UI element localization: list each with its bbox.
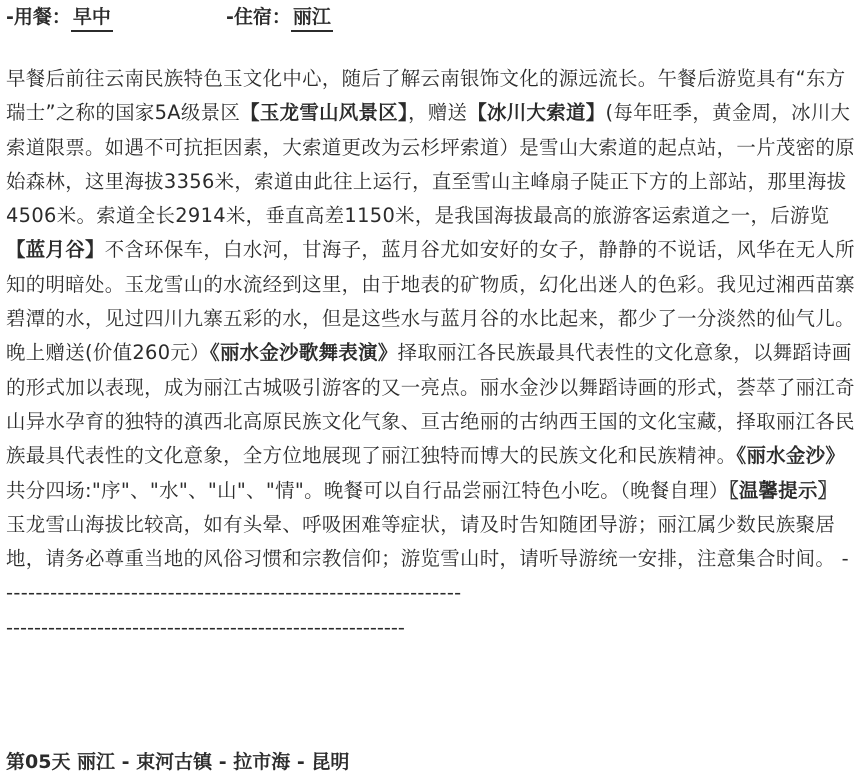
tips-text: 玉龙雪山海拔比较高，如有头晕、呼吸困难等症状，请及时告知随团导游；丽江属少数民族聚居地，请务必尊重当地的风俗习惯和宗教信仰；游览雪山时，请听导游统一安排，注意集合时间。 bbox=[6, 512, 836, 571]
meals-label: -用餐： bbox=[6, 6, 71, 28]
description-text: 不含环保车，白水河，甘海子，蓝月谷尤如安好的女子，静静的不说话，风华在无人所知的明暗处。玉龙雪山的水流经到这里，由于地表的矿物质，幻化出迷人的色彩。我见过湘西苗寨碧潭的水，见过四川九寨五彩的水，但是这些水与蓝月谷的水比起来，都少了一分淡然的仙气儿。晚上赠送(价值260元） bbox=[6, 238, 855, 365]
description-text: (每年旺季，黄金周，冰川大索道限票。如遇不可抗拒因素，大索道更改为云杉坪索道）是雪山大索道的起点站，一片茂密的原始森林，这里海拔3356米，索道由此往上运行，直至雪山主峰扇子陡正下方的上部站，那里海拔4506米。索道全长2914米，垂直高差1150米，是我国海拔最高的旅游客运索道之一，后游览 bbox=[6, 101, 855, 228]
highlight-blue-moon-valley: 【蓝月谷】 bbox=[6, 238, 105, 262]
description-text: 共分四场:"序"、"水"、"山"、"情"。晚餐可以自行品尝丽江特色小吃。（晚餐自理） bbox=[6, 478, 729, 502]
highlight-glacier-cableway: 【冰川大索道】 bbox=[467, 101, 606, 125]
stay-label: -住宿： bbox=[226, 6, 291, 28]
highlight-lishui-jinsha-show: 《丽水金沙歌舞表演》 bbox=[209, 341, 398, 365]
meals-value: 早中 bbox=[71, 4, 113, 32]
day-description bbox=[6, 62, 856, 645]
meals-info bbox=[6, 2, 113, 32]
stay-value: 丽江 bbox=[291, 4, 333, 32]
description-text: 早餐后前往云南民族特色玉文化中心，随后了解云南银饰文化的源远流长。午餐后游览具有“东方瑞士”之称的国家5A级景区 bbox=[6, 67, 846, 125]
day-heading: 第05天 丽江 - 束河古镇 - 拉市海 - 昆明 bbox=[6, 751, 350, 773]
highlight-lishui-jinsha: 《丽水金沙》 bbox=[736, 444, 846, 468]
highlight-jade-dragon-snow-mountain: 【玉龙雪山风景区】 bbox=[240, 101, 409, 125]
description-text: ，赠送 bbox=[408, 101, 468, 125]
dash-divider: --------------------------------------------------------------- bbox=[6, 547, 849, 605]
tips-heading: 〖温馨提示〗 bbox=[728, 478, 838, 502]
dash-divider: --------------------------------------------------------- bbox=[6, 615, 405, 639]
description-text: 择取丽江各民族最具代表性的文化意象，以舞蹈诗画的形式加以表现，成为丽江古城吸引游客的又一亮点。丽水金沙以舞蹈诗画的形式，荟萃了丽江奇山异水孕育的独特的滇西北高原民族文化气象、亘古绝丽的古纳西王国的文化宝藏，择取丽江各民族最具代表性的文化意象，全方位地展现了丽江独特而博大的民族文化和民族精神。 bbox=[6, 341, 855, 468]
stay-info bbox=[226, 2, 333, 32]
